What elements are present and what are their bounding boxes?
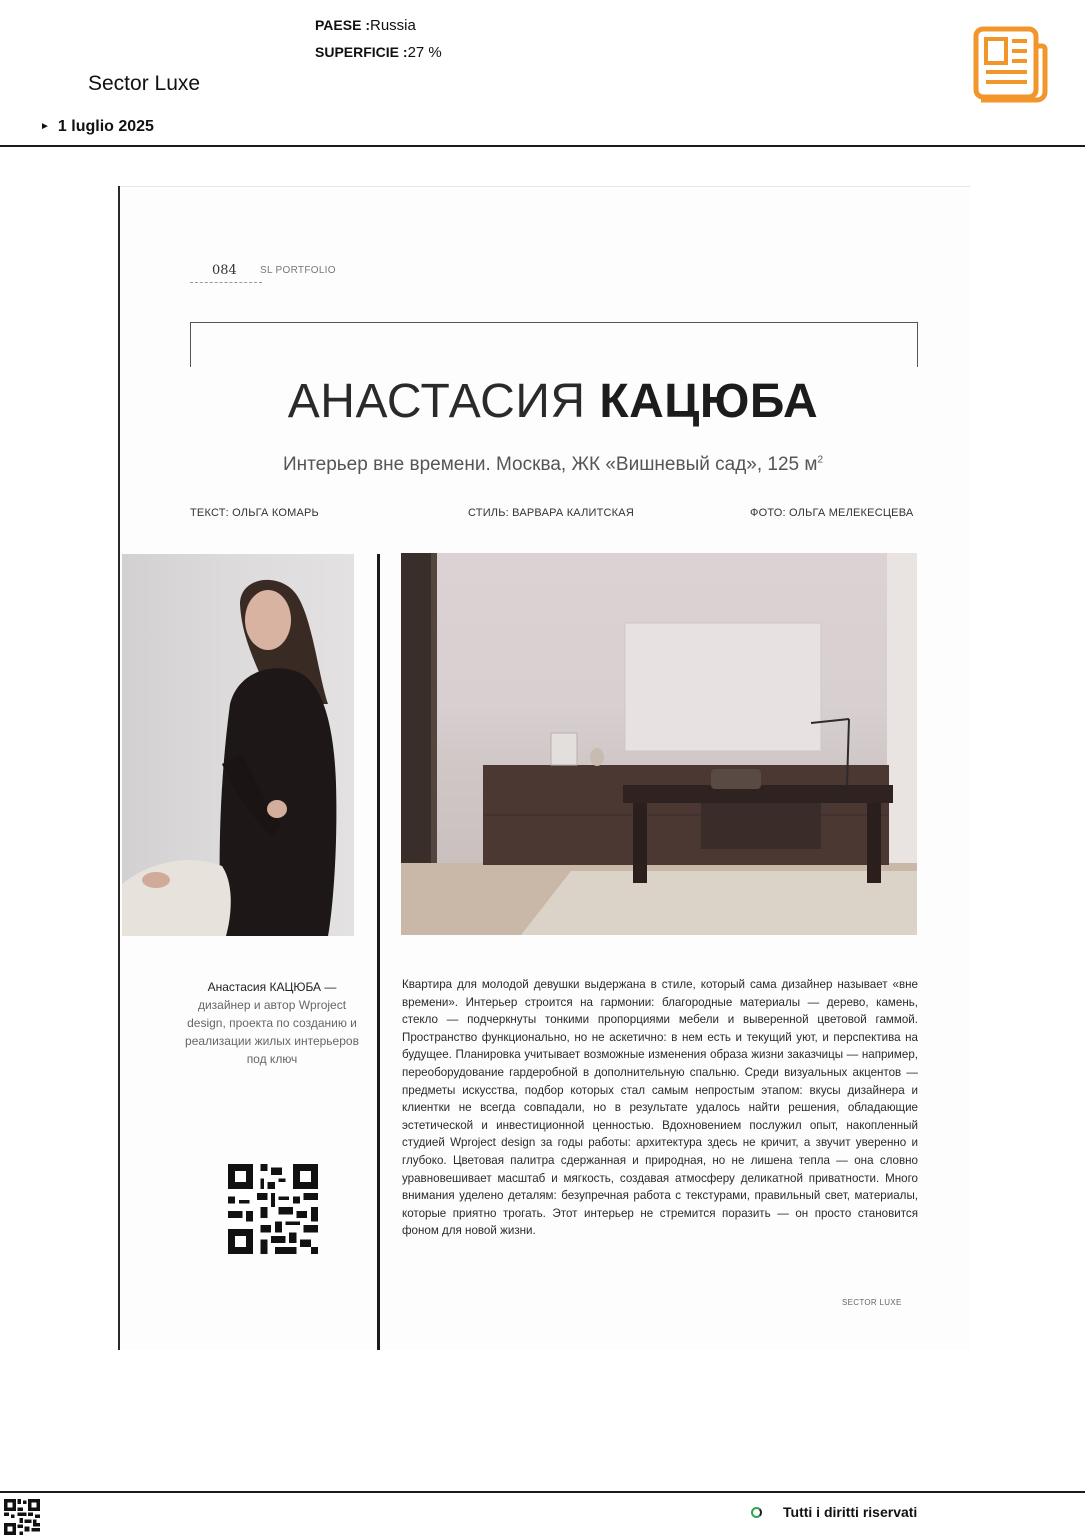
designer-bio — [182, 978, 362, 1068]
country-row — [315, 17, 416, 34]
surface-value: 27 % — [407, 44, 442, 61]
rights-notice: Tutti i diritti riservati — [783, 1504, 918, 1520]
scanned-page — [118, 186, 970, 1350]
bio-name: Анастасия КАЦЮБА — — [207, 980, 337, 994]
triangle-bullet-icon: ► — [40, 121, 50, 132]
bio-text: дизайнер и автор Wproject design, проекта по созданию и реализации жилых интерьеров под ключ — [185, 998, 359, 1066]
subtitle-text: Интерьер вне времени. Москва, ЖК «Вишневый сад», 125 м — [282, 454, 818, 475]
headline — [120, 374, 986, 429]
credit-style: СТИЛЬ: ВАРВАРА КАЛИТСКАЯ — [468, 507, 634, 519]
headline-first-name: АНАСТАСИЯ — [287, 375, 600, 428]
interior-photo — [401, 553, 917, 935]
credit-photo: ФОТО: ОЛЬГА МЕЛЕКЕСЦЕВА — [750, 507, 914, 519]
page-number: 084 — [212, 263, 237, 278]
portrait-illustration — [122, 554, 354, 936]
qr-code[interactable] — [228, 1164, 318, 1254]
footer-divider — [0, 1491, 1085, 1493]
publication-name: Sector Luxe — [88, 72, 201, 95]
rights-circle-icon — [751, 1507, 762, 1518]
newspaper-icon — [972, 26, 1048, 104]
magazine-footer-mark: SECTOR LUXE — [842, 1298, 902, 1307]
surface-row — [315, 44, 442, 61]
column-divider — [377, 554, 380, 1350]
header-divider — [0, 145, 1085, 147]
title-frame — [190, 322, 918, 367]
surface-label: SUPERFICIE : — [315, 44, 408, 60]
country-label: PAESE : — [315, 17, 370, 33]
corner-qr-code[interactable] — [4, 1499, 40, 1535]
subtitle-superscript: 2 — [817, 454, 824, 466]
subtitle — [120, 454, 986, 476]
publication-date: 1 luglio 2025 — [57, 118, 154, 135]
credit-text: ТЕКСТ: ОЛЬГА КОМАРЬ — [190, 507, 319, 519]
page-number-underline — [190, 282, 262, 283]
interior-illustration — [401, 553, 917, 935]
article-body: Квартира для молодой девушки выдержана в стиле, который сама дизайнер называет «вне времени». Интерьер строится на гармонии: благородные материалы — дерево, камень, стекло — подчеркнуты тонкими пропорциями мебели и выверенной цветовой гаммой. Пространство функционально, но не аскетично: в нем есть и текущий уют, и перспектива на будущее. Планировка учитывает возможные изменения образа жизни заказчицы — например, переоборудование гардеробной в дополнительную спальню. Среди визуальных акцентов — предметы искусства, подбор которых стал самым непростым этапом: вкусы дизайнера и клиентки не всегда совпадали, но в результате удалось найти решения, обладающие эстетической и инвестиционной ценностью. Вдохновением послужил опыт, накопленный студией Wproject design за годы работы: архитектура здесь не кричит, а звучит уверенно и глубоко. Цветовая палитра сдержанная и природная, но не лишена тепла — она словно уравновешивает масштаб и мягкость, создавая атмосферу деликатной приватности. Много внимания уделено деталям: безупречная работа с текстурами, правильный свет, материалы, которые приятно трогать. Этот интерьер не стремится поразить — он просто становится фоном для новой жизни. — [402, 978, 918, 1238]
date-row — [40, 118, 154, 136]
headline-last-name: КАЦЮБА — [599, 375, 819, 428]
designer-portrait-photo — [122, 554, 354, 936]
country-value: Russia — [369, 17, 416, 34]
section-label: SL PORTFOLIO — [260, 265, 336, 276]
